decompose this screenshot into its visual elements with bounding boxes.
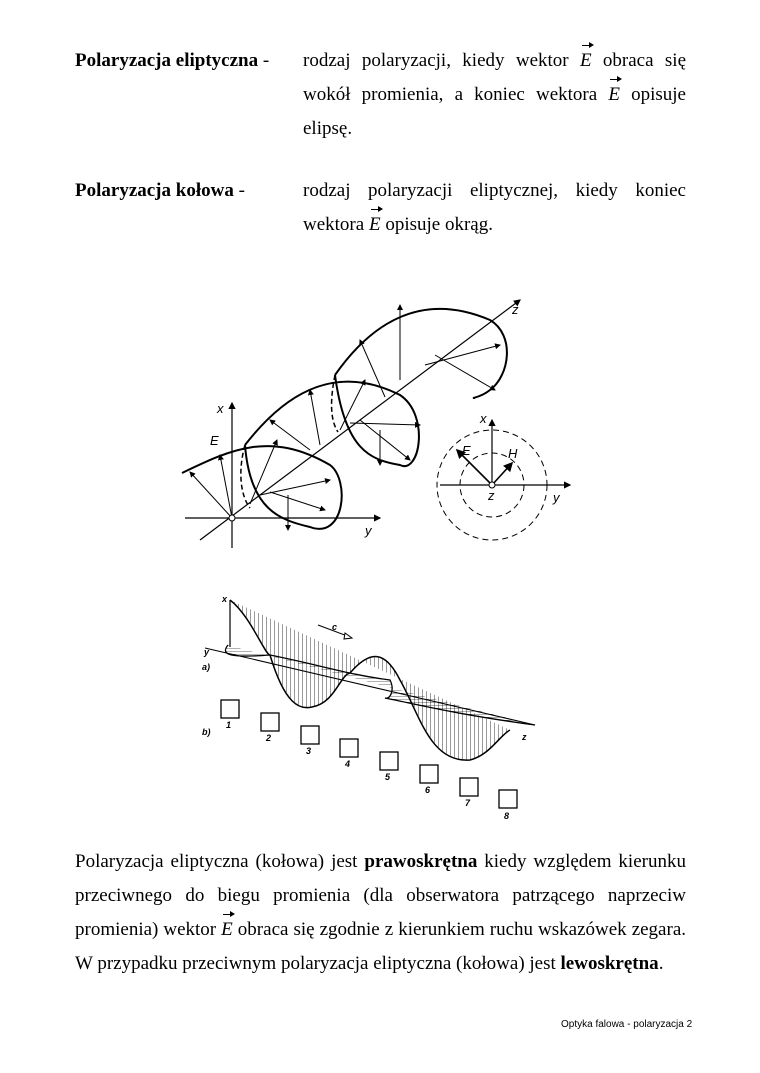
label-E: E <box>210 433 219 448</box>
axis-label-x: x <box>222 594 228 604</box>
point-label: 7 <box>465 798 471 808</box>
axis-label-y: y <box>365 523 372 538</box>
page-footer: Optyka falowa - polaryzacja 2 <box>561 1019 693 1030</box>
point-label: 5 <box>385 772 391 782</box>
label-H: H <box>508 446 518 461</box>
vector-e: E <box>369 208 381 242</box>
point-label: 6 <box>425 785 431 795</box>
term-elliptical: Polaryzacja eliptyczna - <box>75 50 270 71</box>
label-a: a) <box>202 662 211 672</box>
figure-elliptical-polarization <box>170 280 590 550</box>
definition-elliptical: rodzaj polaryzacji, kiedy wektor E obraca się wokół promienia, a koniec wektora E opisuje elipsę. <box>303 44 686 146</box>
axis-label-z: z <box>512 302 519 317</box>
point-label: 1 <box>226 720 232 730</box>
point-label: 8 <box>504 811 510 821</box>
label-c: c <box>332 622 338 632</box>
label-E: E <box>462 443 471 458</box>
axis-label-y: y <box>553 490 560 505</box>
point-label: 2 <box>266 733 272 743</box>
definition-circular: rodzaj polaryzacji eliptycznej, kiedy koniec wektora E opisuje okrąg. <box>303 174 686 242</box>
vector-e: E <box>608 78 620 112</box>
handedness-paragraph: Polaryzacja eliptyczna (kołowa) jest prawoskrętna kiedy względem kierunku przeciwnego do biegu promienia (dla obserwatora patrzącego naprzeciw promienia) wektor E obraca się zgodnie z kierunkiem ruchu wskazówek zegara. W przypadku przeciwnym polaryzacja eliptyczna (kołowa) jest lewoskrętna. <box>75 851 687 974</box>
vector-e: E <box>221 913 233 947</box>
axis-label-x: x <box>217 401 224 416</box>
axis-label-z: z <box>488 488 495 503</box>
label-b: b) <box>202 727 211 737</box>
axis-label-y: y <box>204 647 210 657</box>
axis-label-x: x <box>480 411 487 426</box>
vector-e: E <box>580 44 592 78</box>
point-label: 3 <box>306 746 312 756</box>
figure-circular-polarization <box>190 585 550 825</box>
point-label: 4 <box>345 759 351 769</box>
term-circular: Polaryzacja kołowa - <box>75 180 245 201</box>
axis-label-z: z <box>522 732 527 742</box>
